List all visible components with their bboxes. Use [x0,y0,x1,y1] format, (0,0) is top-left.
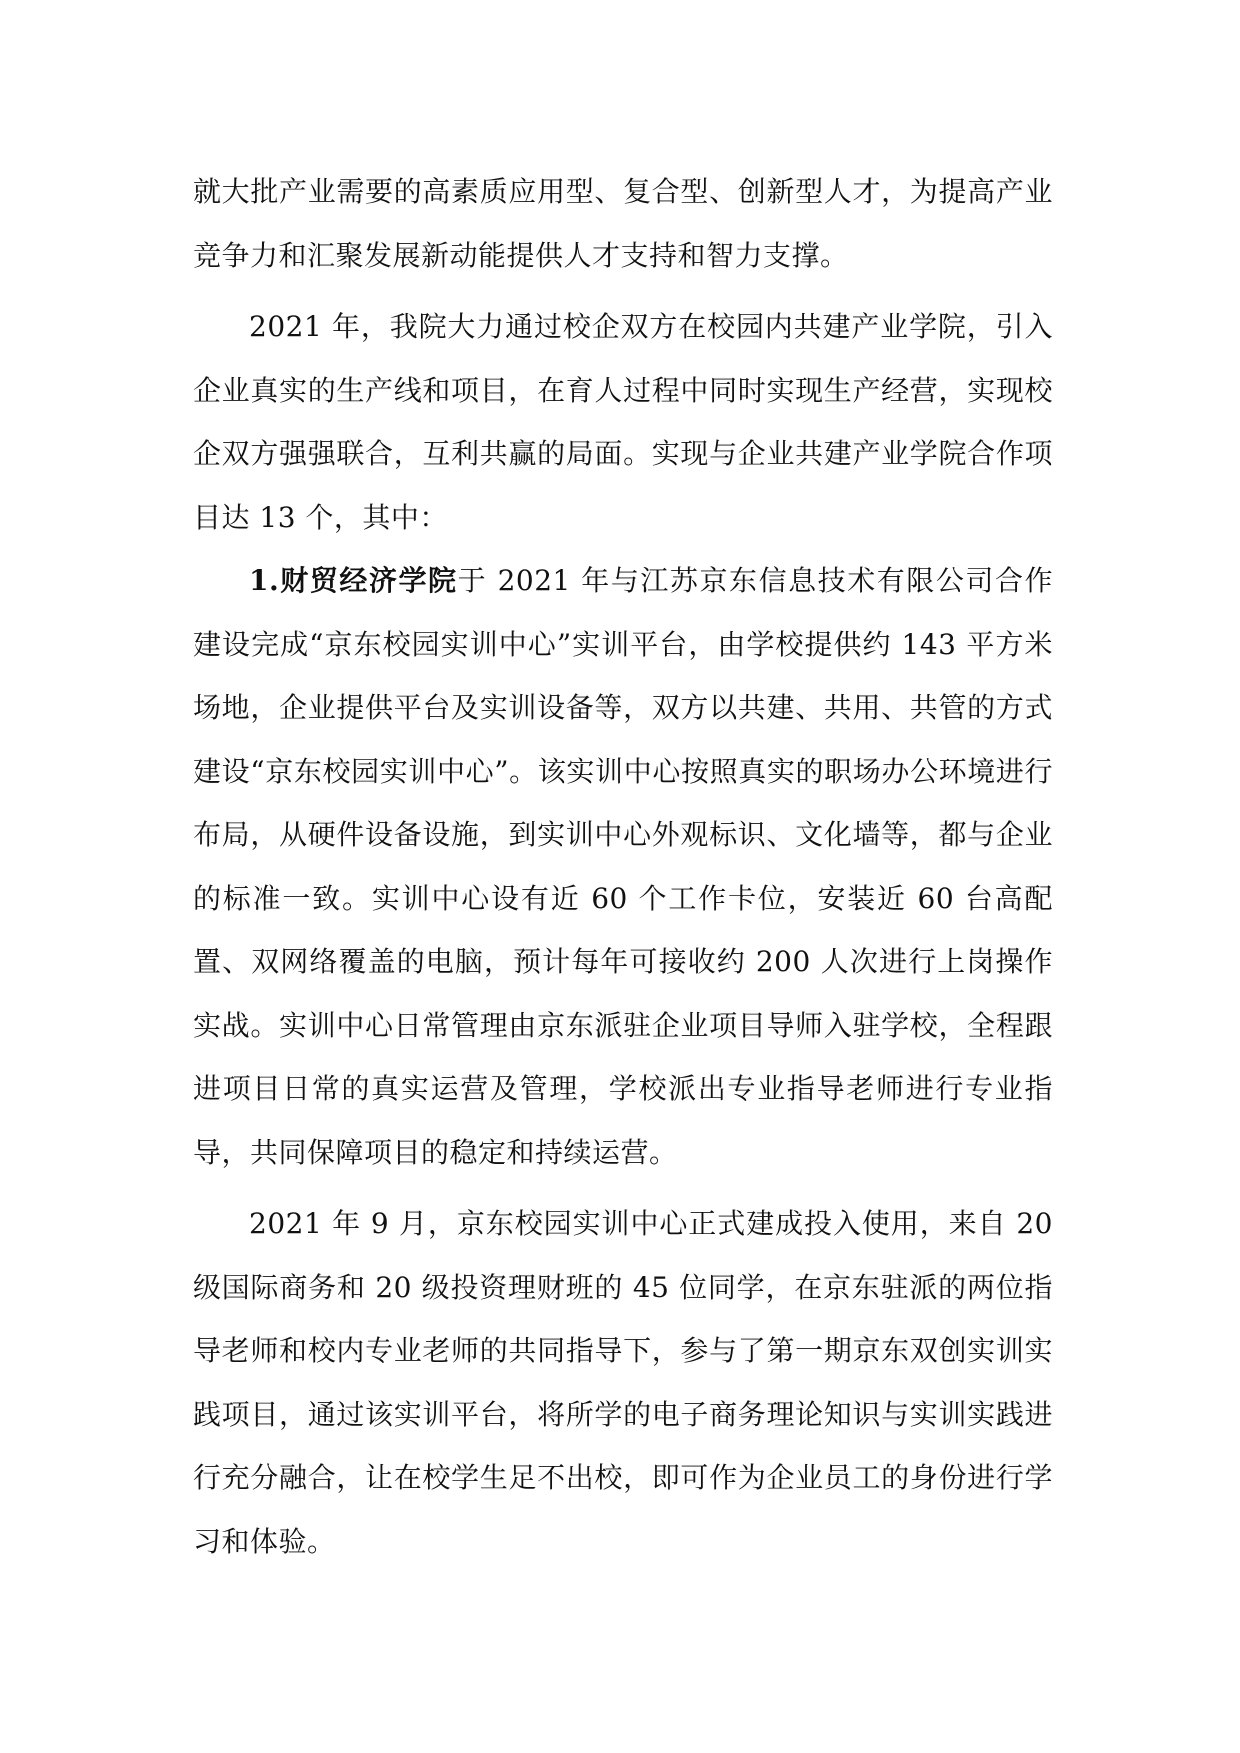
paragraph-2 [193,295,1053,549]
paragraph-3 [193,549,1053,1184]
document-body [193,160,1053,1573]
section-heading-lead: 1.财贸经济学院 [249,564,458,597]
paragraph-2-text: 2021 年，我院大力通过校企双方在校园内共建产业学院，引入企业真实的生产线和项目，在育人过程中同时实现生产经营，实现校企双方强强联合，互利共赢的局面。实现与企业共建产业学院合作项目达 13 个，其中： [193,310,1053,534]
paragraph-3-text: 于 2021 年与江苏京东信息技术有限公司合作建设完成“京东校园实训中心”实训平台，由学校提供约 143 平方米场地，企业提供平台及实训设备等，双方以共建、共用、共管的方式建设“京东校园实训中心”。该实训中心按照真实的职场办公环境进行布局，从硬件设备设施，到实训中心外观标识、文化墙等，都与企业的标准一致。实训中心设有近 60 个工作卡位，安装近 60 台高配置、双网络覆盖的电脑，预计每年可接收约 200 人次进行上岗操作实战。实训中心日常管理由京东派驻企业项目导师入驻学校，全程跟进项目日常的真实运营及管理，学校派出专业指导老师进行专业指导，共同保障项目的稳定和持续运营。 [193,564,1054,1169]
paragraph-1 [193,160,1053,287]
paragraph-4-text: 2021 年 9 月，京东校园实训中心正式建成投入使用，来自 20 级国际商务和 20 级投资理财班的 45 位同学，在京东驻派的两位指导老师和校内专业老师的共同指导下，参与了第一期京东双创实训实践项目，通过该实训平台，将所学的电子商务理论知识与实训实践进行充分融合，让在校学生足不出校，即可作为企业员工的身份进行学习和体验。 [193,1207,1053,1558]
paragraph-4 [193,1192,1053,1573]
paragraph-1-text: 就大批产业需要的高素质应用型、复合型、创新型人才，为提高产业竞争力和汇聚发展新动能提供人才支持和智力支撑。 [193,175,1053,272]
